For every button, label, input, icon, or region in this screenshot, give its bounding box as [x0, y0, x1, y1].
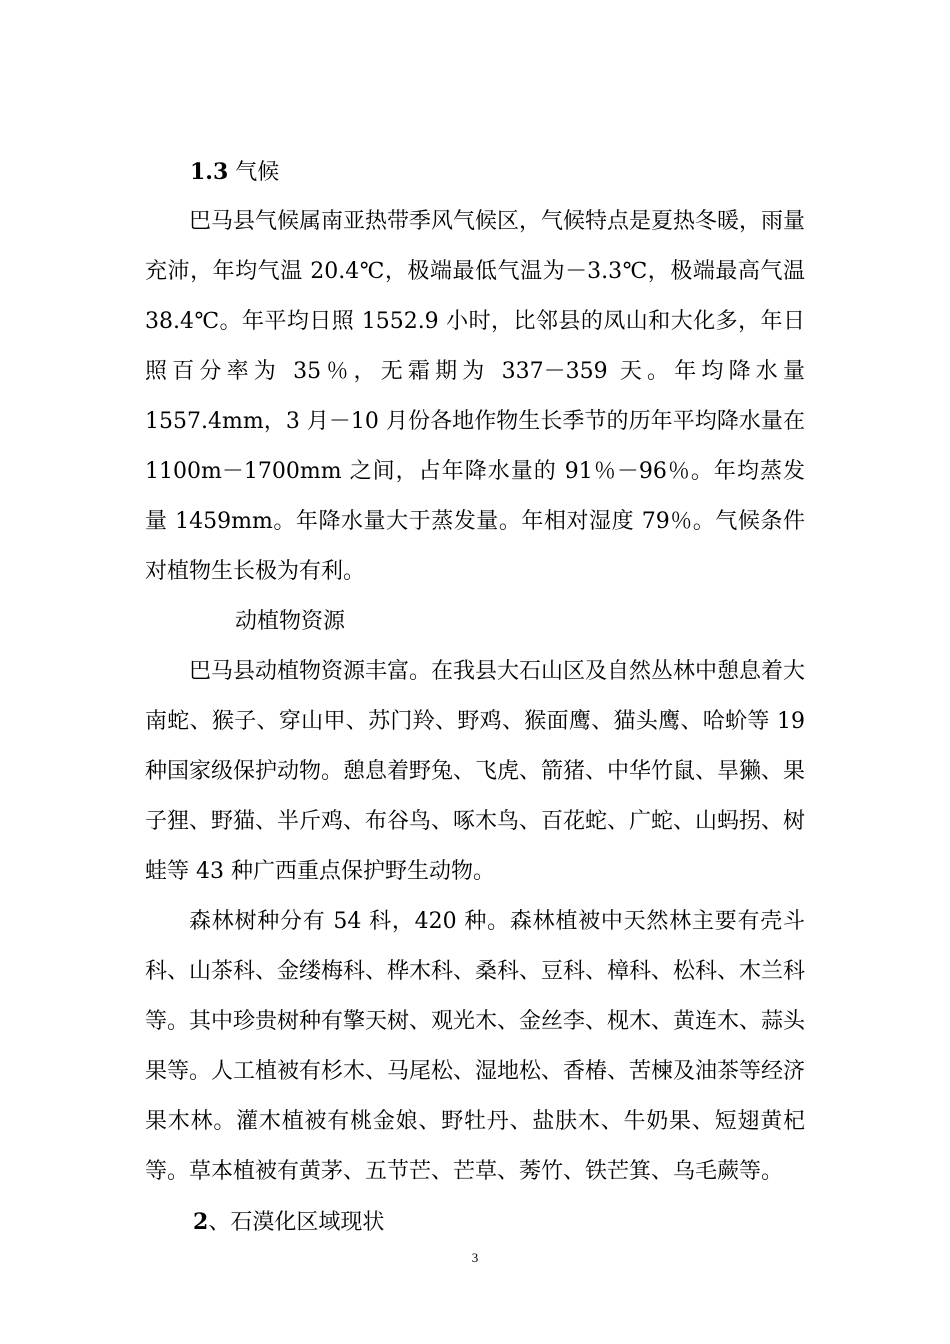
section-heading-climate: [145, 147, 805, 197]
section-title: 、石漠化区域现状: [208, 1210, 385, 1235]
climate-paragraph: 巴马县气候属南亚热带季风气候区，气候特点是夏热冬暖，雨量充沛，年均气温 20.4℃，极端最低气温为－3.3℃，极端最高气温38.4℃。年平均日照 1552.9 小时，比邻县的凤山和大化多，年日照百分率为 35％，无霜期为 337－359 天。年均降水量 1557.4mm，3 月－10 月份各地作物生长季节的历年平均降水量在 1100m－1700mm 之间，占年降水量的 91％－96％。年均蒸发量 1459mm。年降水量大于蒸发量。年相对湿度 79％。气候条件对植物生长极为有利。: [145, 209, 806, 584]
section-heading-desertification: [145, 1197, 805, 1247]
animals-paragraph: 巴马县动植物资源丰富。在我县大石山区及自然丛林中憩息着大南蛇、猴子、穿山甲、苏门羚、野鸡、猴面鹰、猫头鹰、哈蚧等 19 种国家级保护动物。憩息着野兔、飞虎、箭猪、中华竹鼠、旱獭、果子狸、野猫、半斤鸡、布谷鸟、啄木鸟、百花蛇、广蛇、山蚂拐、树蛙等 43 种广西重点保护野生动物。: [145, 659, 806, 884]
section-title: 动植物资源: [235, 609, 346, 634]
page-number: 3: [471, 1250, 479, 1265]
section-number: 1.3: [190, 159, 229, 185]
section-title: 气候: [235, 160, 280, 185]
page-content: [145, 147, 805, 1247]
section-heading-flora-fauna: [145, 597, 805, 647]
section-number: 2: [193, 1209, 209, 1235]
plants-paragraph: 森林树种分有 54 科，420 种。森林植被中天然林主要有壳斗科、山茶科、金缕梅科、桦木科、桑科、豆科、樟科、松科、木兰科等。其中珍贵树种有擎天树、观光木、金丝李、枧木、黄连木、蒜头果等。人工植被有杉木、马尾松、湿地松、香椿、苦楝及油茶等经济果木林。灌木植被有桃金娘、野牡丹、盐肤木、牛奶果、短翅黄杞等。草本植被有黄茅、五节芒、芒草、莠竹、铁芒箕、乌毛蕨等。: [145, 909, 806, 1184]
